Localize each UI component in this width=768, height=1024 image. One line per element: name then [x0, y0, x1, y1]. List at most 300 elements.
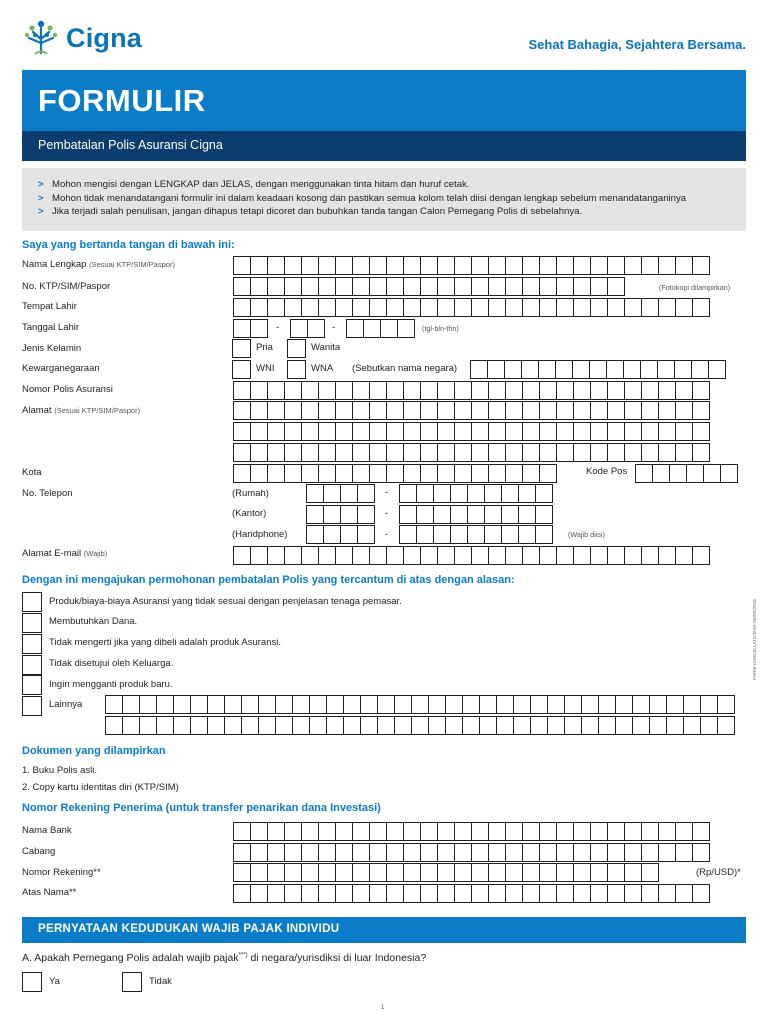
- char-cell[interactable]: [471, 884, 489, 903]
- char-cell[interactable]: [437, 381, 455, 400]
- char-cell[interactable]: [352, 422, 370, 441]
- char-cell[interactable]: [488, 464, 506, 483]
- char-cell[interactable]: [505, 884, 523, 903]
- char-cell[interactable]: [335, 401, 353, 420]
- char-cell[interactable]: [250, 319, 268, 338]
- char-cell[interactable]: [522, 298, 540, 317]
- char-cell[interactable]: [607, 443, 625, 462]
- char-cell[interactable]: [284, 443, 302, 462]
- char-cell[interactable]: [539, 381, 557, 400]
- char-cell[interactable]: [411, 716, 429, 735]
- char-cell[interactable]: [539, 843, 557, 862]
- char-cell[interactable]: [467, 525, 485, 544]
- char-cell[interactable]: [346, 319, 364, 338]
- char-cell[interactable]: [267, 256, 285, 275]
- char-cell[interactable]: [335, 381, 353, 400]
- char-cell[interactable]: [369, 422, 387, 441]
- char-cell[interactable]: [564, 716, 582, 735]
- char-cell[interactable]: [556, 381, 574, 400]
- char-cell[interactable]: [674, 360, 692, 379]
- char-cell[interactable]: [386, 884, 404, 903]
- char-cell[interactable]: [590, 443, 608, 462]
- char-cell[interactable]: [539, 546, 557, 565]
- wanita-checkbox[interactable]: [287, 339, 306, 358]
- char-cell[interactable]: [471, 422, 489, 441]
- char-cell[interactable]: [589, 360, 607, 379]
- char-cell[interactable]: [420, 443, 438, 462]
- char-cell[interactable]: [535, 525, 553, 544]
- char-cell[interactable]: [624, 843, 642, 862]
- char-cell[interactable]: [624, 298, 642, 317]
- char-cell[interactable]: [403, 401, 421, 420]
- char-cell[interactable]: [590, 546, 608, 565]
- char-cell[interactable]: [658, 843, 676, 862]
- char-cell[interactable]: [556, 843, 574, 862]
- char-cell[interactable]: [641, 822, 659, 841]
- char-cell[interactable]: [675, 443, 693, 462]
- char-cell[interactable]: [250, 381, 268, 400]
- char-cell[interactable]: [505, 256, 523, 275]
- char-cell[interactable]: [352, 843, 370, 862]
- char-cell[interactable]: [233, 546, 251, 565]
- char-cell[interactable]: [641, 256, 659, 275]
- tidak-checkbox[interactable]: [122, 972, 142, 992]
- char-cell[interactable]: [335, 443, 353, 462]
- char-cell[interactable]: [590, 256, 608, 275]
- char-cell[interactable]: [290, 319, 308, 338]
- char-cell[interactable]: [703, 464, 721, 483]
- char-cell[interactable]: [420, 277, 438, 296]
- atas-nama-field[interactable]: [233, 884, 709, 903]
- char-cell[interactable]: [717, 695, 735, 714]
- char-cell[interactable]: [397, 319, 415, 338]
- char-cell[interactable]: [207, 695, 225, 714]
- char-cell[interactable]: [335, 277, 353, 296]
- char-cell[interactable]: [555, 360, 573, 379]
- char-cell[interactable]: [530, 716, 548, 735]
- char-cell[interactable]: [641, 863, 659, 882]
- char-cell[interactable]: [615, 716, 633, 735]
- char-cell[interactable]: [573, 422, 591, 441]
- char-cell[interactable]: [386, 422, 404, 441]
- char-cell[interactable]: [386, 256, 404, 275]
- char-cell[interactable]: [386, 822, 404, 841]
- tanggal-month-field[interactable]: [290, 319, 324, 338]
- lainnya-line-2[interactable]: [105, 716, 734, 735]
- char-cell[interactable]: [403, 546, 421, 565]
- char-cell[interactable]: [386, 464, 404, 483]
- char-cell[interactable]: [501, 525, 519, 544]
- char-cell[interactable]: [607, 863, 625, 882]
- email-field[interactable]: [233, 546, 709, 565]
- char-cell[interactable]: [369, 546, 387, 565]
- kantor-area-field[interactable]: [306, 505, 374, 524]
- char-cell[interactable]: [615, 695, 633, 714]
- char-cell[interactable]: [581, 695, 599, 714]
- char-cell[interactable]: [454, 256, 472, 275]
- char-cell[interactable]: [488, 422, 506, 441]
- char-cell[interactable]: [505, 443, 523, 462]
- char-cell[interactable]: [450, 484, 468, 503]
- char-cell[interactable]: [284, 884, 302, 903]
- char-cell[interactable]: [635, 464, 653, 483]
- char-cell[interactable]: [522, 256, 540, 275]
- char-cell[interactable]: [590, 822, 608, 841]
- rumah-area-field[interactable]: [306, 484, 374, 503]
- char-cell[interactable]: [369, 863, 387, 882]
- ktp-field[interactable]: [233, 277, 624, 296]
- char-cell[interactable]: [522, 884, 540, 903]
- char-cell[interactable]: [267, 884, 285, 903]
- char-cell[interactable]: [488, 401, 506, 420]
- char-cell[interactable]: [301, 464, 319, 483]
- char-cell[interactable]: [522, 277, 540, 296]
- char-cell[interactable]: [437, 298, 455, 317]
- char-cell[interactable]: [386, 843, 404, 862]
- char-cell[interactable]: [513, 695, 531, 714]
- char-cell[interactable]: [488, 884, 506, 903]
- char-cell[interactable]: [573, 298, 591, 317]
- char-cell[interactable]: [173, 716, 191, 735]
- char-cell[interactable]: [641, 401, 659, 420]
- char-cell[interactable]: [471, 546, 489, 565]
- char-cell[interactable]: [437, 822, 455, 841]
- char-cell[interactable]: [420, 843, 438, 862]
- char-cell[interactable]: [369, 843, 387, 862]
- char-cell[interactable]: [420, 381, 438, 400]
- char-cell[interactable]: [573, 822, 591, 841]
- char-cell[interactable]: [403, 464, 421, 483]
- char-cell[interactable]: [420, 546, 438, 565]
- char-cell[interactable]: [386, 298, 404, 317]
- char-cell[interactable]: [692, 422, 710, 441]
- char-cell[interactable]: [301, 298, 319, 317]
- char-cell[interactable]: [454, 843, 472, 862]
- char-cell[interactable]: [649, 695, 667, 714]
- alamat-line-2[interactable]: [233, 422, 709, 441]
- char-cell[interactable]: [683, 695, 701, 714]
- char-cell[interactable]: [607, 822, 625, 841]
- char-cell[interactable]: [352, 863, 370, 882]
- char-cell[interactable]: [386, 401, 404, 420]
- char-cell[interactable]: [573, 381, 591, 400]
- char-cell[interactable]: [267, 843, 285, 862]
- char-cell[interactable]: [318, 256, 336, 275]
- char-cell[interactable]: [352, 884, 370, 903]
- char-cell[interactable]: [454, 884, 472, 903]
- char-cell[interactable]: [564, 695, 582, 714]
- char-cell[interactable]: [471, 277, 489, 296]
- char-cell[interactable]: [454, 381, 472, 400]
- char-cell[interactable]: [471, 381, 489, 400]
- char-cell[interactable]: [416, 525, 434, 544]
- char-cell[interactable]: [250, 256, 268, 275]
- char-cell[interactable]: [233, 319, 251, 338]
- nama-bank-field[interactable]: [233, 822, 709, 841]
- char-cell[interactable]: [624, 443, 642, 462]
- char-cell[interactable]: [437, 401, 455, 420]
- char-cell[interactable]: [352, 381, 370, 400]
- char-cell[interactable]: [607, 256, 625, 275]
- char-cell[interactable]: [284, 277, 302, 296]
- char-cell[interactable]: [539, 884, 557, 903]
- char-cell[interactable]: [658, 422, 676, 441]
- char-cell[interactable]: [233, 401, 251, 420]
- char-cell[interactable]: [556, 822, 574, 841]
- char-cell[interactable]: [437, 464, 455, 483]
- char-cell[interactable]: [666, 695, 684, 714]
- char-cell[interactable]: [301, 884, 319, 903]
- char-cell[interactable]: [363, 319, 381, 338]
- char-cell[interactable]: [284, 298, 302, 317]
- char-cell[interactable]: [326, 695, 344, 714]
- char-cell[interactable]: [386, 277, 404, 296]
- char-cell[interactable]: [556, 884, 574, 903]
- char-cell[interactable]: [284, 822, 302, 841]
- char-cell[interactable]: [692, 381, 710, 400]
- char-cell[interactable]: [641, 422, 659, 441]
- char-cell[interactable]: [343, 695, 361, 714]
- char-cell[interactable]: [420, 256, 438, 275]
- char-cell[interactable]: [521, 360, 539, 379]
- char-cell[interactable]: [318, 443, 336, 462]
- char-cell[interactable]: [538, 360, 556, 379]
- char-cell[interactable]: [340, 484, 358, 503]
- char-cell[interactable]: [369, 401, 387, 420]
- char-cell[interactable]: [369, 443, 387, 462]
- char-cell[interactable]: [505, 546, 523, 565]
- char-cell[interactable]: [488, 822, 506, 841]
- char-cell[interactable]: [318, 822, 336, 841]
- char-cell[interactable]: [420, 884, 438, 903]
- char-cell[interactable]: [352, 464, 370, 483]
- char-cell[interactable]: [335, 422, 353, 441]
- nama-lengkap-field[interactable]: [233, 256, 709, 275]
- char-cell[interactable]: [445, 695, 463, 714]
- char-cell[interactable]: [471, 843, 489, 862]
- char-cell[interactable]: [428, 716, 446, 735]
- char-cell[interactable]: [369, 381, 387, 400]
- alamat-line-1[interactable]: [233, 401, 709, 420]
- char-cell[interactable]: [675, 884, 693, 903]
- char-cell[interactable]: [658, 546, 676, 565]
- char-cell[interactable]: [275, 695, 293, 714]
- char-cell[interactable]: [386, 863, 404, 882]
- char-cell[interactable]: [437, 863, 455, 882]
- char-cell[interactable]: [691, 360, 709, 379]
- char-cell[interactable]: [505, 298, 523, 317]
- char-cell[interactable]: [522, 381, 540, 400]
- char-cell[interactable]: [505, 381, 523, 400]
- char-cell[interactable]: [675, 256, 693, 275]
- char-cell[interactable]: [692, 256, 710, 275]
- char-cell[interactable]: [669, 464, 687, 483]
- char-cell[interactable]: [462, 716, 480, 735]
- char-cell[interactable]: [454, 546, 472, 565]
- char-cell[interactable]: [505, 863, 523, 882]
- char-cell[interactable]: [708, 360, 726, 379]
- char-cell[interactable]: [267, 863, 285, 882]
- char-cell[interactable]: [403, 298, 421, 317]
- char-cell[interactable]: [318, 863, 336, 882]
- char-cell[interactable]: [318, 298, 336, 317]
- char-cell[interactable]: [518, 505, 536, 524]
- char-cell[interactable]: [658, 822, 676, 841]
- char-cell[interactable]: [556, 256, 574, 275]
- char-cell[interactable]: [624, 401, 642, 420]
- char-cell[interactable]: [318, 843, 336, 862]
- char-cell[interactable]: [556, 298, 574, 317]
- char-cell[interactable]: [267, 546, 285, 565]
- char-cell[interactable]: [539, 443, 557, 462]
- char-cell[interactable]: [590, 843, 608, 862]
- char-cell[interactable]: [267, 422, 285, 441]
- char-cell[interactable]: [522, 422, 540, 441]
- char-cell[interactable]: [437, 884, 455, 903]
- kota-field[interactable]: [233, 464, 556, 483]
- char-cell[interactable]: [122, 716, 140, 735]
- char-cell[interactable]: [250, 863, 268, 882]
- char-cell[interactable]: [233, 277, 251, 296]
- char-cell[interactable]: [207, 716, 225, 735]
- char-cell[interactable]: [471, 443, 489, 462]
- char-cell[interactable]: [454, 443, 472, 462]
- char-cell[interactable]: [173, 695, 191, 714]
- char-cell[interactable]: [530, 695, 548, 714]
- tanggal-day-field[interactable]: [233, 319, 267, 338]
- rumah-number-field[interactable]: [399, 484, 552, 503]
- char-cell[interactable]: [437, 843, 455, 862]
- char-cell[interactable]: [445, 716, 463, 735]
- char-cell[interactable]: [488, 546, 506, 565]
- char-cell[interactable]: [420, 863, 438, 882]
- char-cell[interactable]: [352, 822, 370, 841]
- char-cell[interactable]: [556, 422, 574, 441]
- tempat-lahir-field[interactable]: [233, 298, 709, 317]
- char-cell[interactable]: [250, 546, 268, 565]
- char-cell[interactable]: [598, 716, 616, 735]
- hp-number-field[interactable]: [399, 525, 552, 544]
- char-cell[interactable]: [547, 695, 565, 714]
- char-cell[interactable]: [607, 546, 625, 565]
- char-cell[interactable]: [233, 863, 251, 882]
- char-cell[interactable]: [241, 716, 259, 735]
- char-cell[interactable]: [309, 695, 327, 714]
- char-cell[interactable]: [624, 822, 642, 841]
- char-cell[interactable]: [267, 822, 285, 841]
- char-cell[interactable]: [624, 546, 642, 565]
- char-cell[interactable]: [675, 843, 693, 862]
- char-cell[interactable]: [522, 464, 540, 483]
- char-cell[interactable]: [454, 863, 472, 882]
- char-cell[interactable]: [250, 443, 268, 462]
- char-cell[interactable]: [700, 716, 718, 735]
- char-cell[interactable]: [428, 695, 446, 714]
- char-cell[interactable]: [607, 843, 625, 862]
- char-cell[interactable]: [309, 716, 327, 735]
- char-cell[interactable]: [233, 822, 251, 841]
- char-cell[interactable]: [539, 277, 557, 296]
- char-cell[interactable]: [632, 716, 650, 735]
- char-cell[interactable]: [377, 695, 395, 714]
- char-cell[interactable]: [335, 546, 353, 565]
- char-cell[interactable]: [233, 884, 251, 903]
- char-cell[interactable]: [641, 843, 659, 862]
- char-cell[interactable]: [649, 716, 667, 735]
- char-cell[interactable]: [284, 863, 302, 882]
- char-cell[interactable]: [306, 525, 324, 544]
- char-cell[interactable]: [692, 298, 710, 317]
- char-cell[interactable]: [641, 546, 659, 565]
- char-cell[interactable]: [360, 716, 378, 735]
- char-cell[interactable]: [369, 884, 387, 903]
- char-cell[interactable]: [607, 277, 625, 296]
- char-cell[interactable]: [535, 484, 553, 503]
- char-cell[interactable]: [233, 464, 251, 483]
- char-cell[interactable]: [399, 505, 417, 524]
- char-cell[interactable]: [692, 822, 710, 841]
- char-cell[interactable]: [233, 381, 251, 400]
- char-cell[interactable]: [467, 484, 485, 503]
- char-cell[interactable]: [607, 422, 625, 441]
- char-cell[interactable]: [258, 695, 276, 714]
- char-cell[interactable]: [437, 443, 455, 462]
- char-cell[interactable]: [360, 695, 378, 714]
- char-cell[interactable]: [658, 443, 676, 462]
- char-cell[interactable]: [454, 822, 472, 841]
- char-cell[interactable]: [250, 884, 268, 903]
- char-cell[interactable]: [335, 843, 353, 862]
- char-cell[interactable]: [573, 863, 591, 882]
- char-cell[interactable]: [573, 256, 591, 275]
- char-cell[interactable]: [556, 277, 574, 296]
- char-cell[interactable]: [250, 401, 268, 420]
- char-cell[interactable]: [522, 443, 540, 462]
- char-cell[interactable]: [267, 298, 285, 317]
- char-cell[interactable]: [335, 464, 353, 483]
- char-cell[interactable]: [488, 843, 506, 862]
- char-cell[interactable]: [641, 381, 659, 400]
- char-cell[interactable]: [471, 401, 489, 420]
- char-cell[interactable]: [454, 422, 472, 441]
- char-cell[interactable]: [692, 401, 710, 420]
- char-cell[interactable]: [284, 843, 302, 862]
- char-cell[interactable]: [539, 822, 557, 841]
- char-cell[interactable]: [284, 401, 302, 420]
- char-cell[interactable]: [522, 546, 540, 565]
- char-cell[interactable]: [403, 843, 421, 862]
- char-cell[interactable]: [624, 863, 642, 882]
- char-cell[interactable]: [488, 381, 506, 400]
- char-cell[interactable]: [505, 422, 523, 441]
- char-cell[interactable]: [692, 443, 710, 462]
- char-cell[interactable]: [301, 422, 319, 441]
- char-cell[interactable]: [318, 422, 336, 441]
- char-cell[interactable]: [420, 464, 438, 483]
- char-cell[interactable]: [250, 277, 268, 296]
- char-cell[interactable]: [641, 298, 659, 317]
- char-cell[interactable]: [403, 422, 421, 441]
- char-cell[interactable]: [539, 298, 557, 317]
- char-cell[interactable]: [700, 695, 718, 714]
- char-cell[interactable]: [462, 695, 480, 714]
- wni-checkbox[interactable]: [232, 360, 251, 379]
- char-cell[interactable]: [301, 822, 319, 841]
- char-cell[interactable]: [301, 546, 319, 565]
- char-cell[interactable]: [692, 884, 710, 903]
- char-cell[interactable]: [518, 525, 536, 544]
- char-cell[interactable]: [301, 256, 319, 275]
